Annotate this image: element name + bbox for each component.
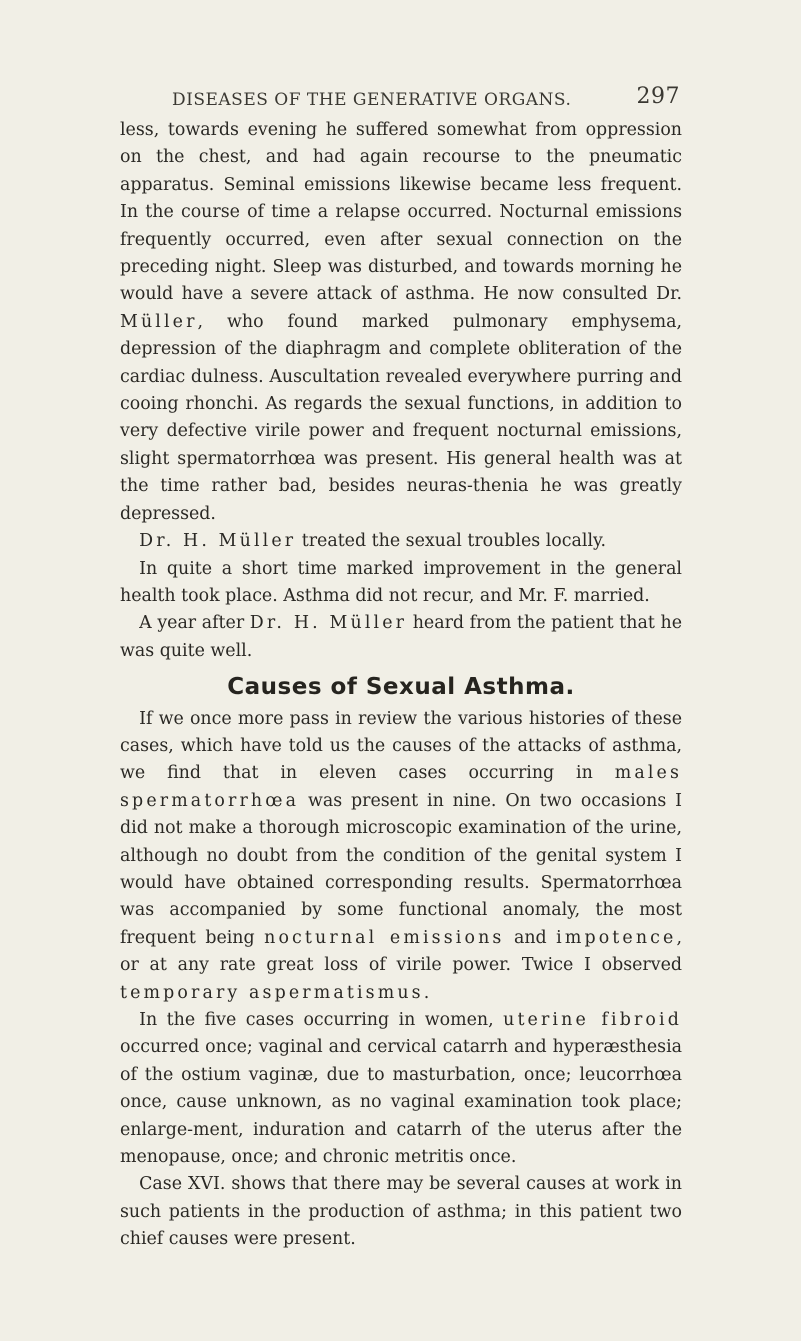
emphasis: males (614, 763, 683, 784)
emphasis: temporary aspermatismus (120, 982, 424, 1003)
paragraph: less, towards evening he suffered somewhat from oppression on the chest, and had again recourse to the pneumatic apparatus. Seminal emissions likewise became less frequent. In the course of time a relapse occurred. Nocturnal emissions frequently occurred, even after sexual connection on the preceding night. Sleep was disturbed, and towards morning he would have a severe attack of asthma. He now consulted Dr. Müller, who found marked pulmonary emphysema, depression of the diaphragm and complete obliteration of the cardiac dulness. Auscultation revealed everywhere purring and cooing rhonchi. As regards the sexual functions, in addition to very defective virile power and frequent nocturnal emissions, slight spermatorrhœa was present. His general health was at the time rather bad, besides neuras-thenia he was greatly depressed. (120, 120, 682, 524)
paragraph: Case XVI. shows that there may be several causes at work in such patients in the production of asthma; in this patient two chief causes were present. (120, 1174, 682, 1250)
paragraph: If we once more pass in review the various histories of these cases, which have told us the causes of the attacks of asthma, we find that in eleven cases occurring in males spermatorrhœa was present in nine. On two occasions I did not make a thorough microscopic examination of the urine, although no doubt from the condition of the genital system I would have obtained corresponding results. Spermatorrhœa was accompanied by some functional anomaly, the most frequent being nocturnal emissions and impotence, or at any rate great loss of virile power. Twice I observed temporary aspermatismus. (120, 708, 683, 1003)
paragraph: In the five cases occurring in women, uterine fibroid occurred once; vaginal and cervical catarrh and hyperæsthesia of the ostium vaginæ, due to masturbation, once; leucorrhœa once, cause unknown, as no vaginal examination took place; enlarge-ment, induration and catarrh of the uterus after the menopause, once; and chronic metritis once. (120, 1010, 682, 1168)
emphasis: impotence (556, 927, 677, 948)
emphasis: spermatorrhœa (120, 790, 300, 811)
paragraph: In quite a short time marked improvement in the general health took place. Asthma did not recur, and Mr. F. married. (120, 558, 682, 606)
page-body (120, 117, 682, 1254)
page-number: 297 (636, 84, 680, 109)
section-heading: Causes of Sexual Asthma. (227, 674, 575, 701)
paragraph: A year after Dr. H. Müller heard from the patient that he was quite well. (120, 613, 682, 661)
emphasis: uterine fibroid (503, 1010, 682, 1030)
emphasis: nocturnal emissions (264, 927, 505, 948)
running-title: DISEASES OF THE GENERATIVE ORGANS. (172, 90, 572, 110)
person-name: Dr. H. Müller (139, 531, 297, 552)
person-name: Dr. H. Müller (249, 613, 408, 634)
person-name: Müller (120, 311, 198, 332)
paragraph: Dr. H. Müller treated the sexual troubles locally. (139, 531, 607, 552)
